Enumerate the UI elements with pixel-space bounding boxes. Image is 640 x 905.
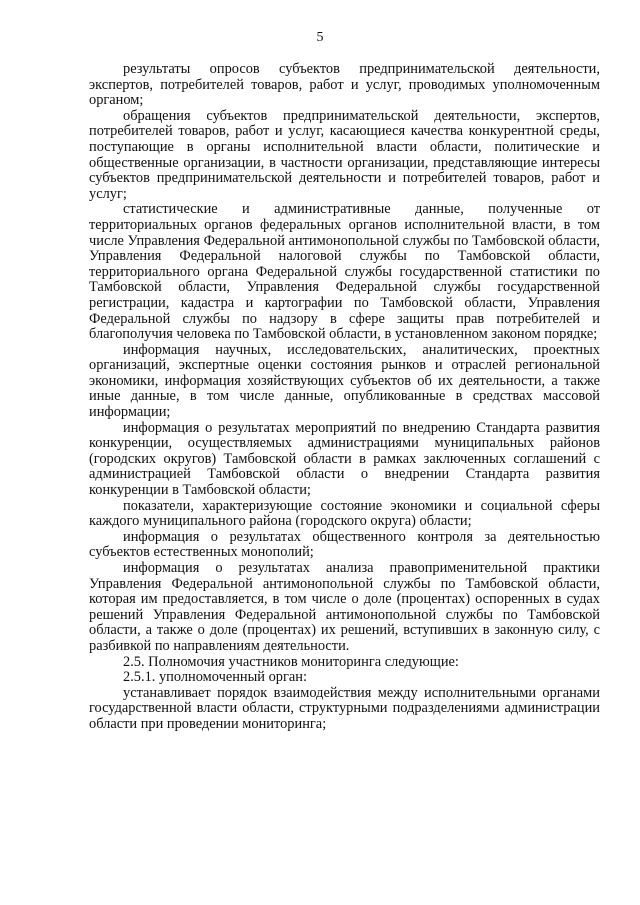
paragraph-scientific-info: информация научных, исследовательских, аналитических, проектных организаций, экспертные оценки состояния рынков и отраслей региональной экономики, информация хозяйствующих субъектов об их деятельности, а также иные данные, в том числе данные, опубликованные в средствах массовой информации;: [89, 341, 600, 421]
paragraph-appeals: обращения субъектов предпринимательской деятельности, экспертов, потребителей товаров, работ и услуг, касающиеся качества конкурентной среды, поступающие в органы исполнительной власти области, политические и общественные организации, в частности организации, представляющие интересы субъектов предпринимательской деятельности и потребителей товаров, работ и услуг;: [89, 107, 600, 202]
paragraph-law-enforcement-analysis: информация о результатах анализа правоприменительной практики Управления Федеральной антимонопольной службы по Тамбовской области, которая им предоставляется, в том числе о доле (процентах) оспоренных в судах решений Управления Федеральной антимонопольной службы по Тамбовской области, а также о доле (процентах) их решений, вступивших в законную силу, с разбивкой по направлениям деятельности.: [89, 560, 600, 654]
page-number: 5: [316, 30, 324, 45]
document-body: [89, 62, 600, 733]
section-heading-2-5: 2.5. Полномочия участников мониторинга следующие:: [123, 653, 459, 670]
paragraph-survey-results: результаты опросов субъектов предпринимательской деятельности, экспертов, потребителей товаров, работ и услуг, проводимых уполномоченным органом;: [89, 61, 600, 109]
paragraph-statistical-data: статистические и административные данные, полученные от территориальных органов федеральных органов исполнительной власти, в том числе Управления Федеральной антимонопольной службы по Тамбовской области, Управления Федеральной налоговой службы по Тамбовской области, территориального органа Федеральной службы государственной статистики по Тамбовской области, Управления Федеральной службы государственной регистрации, кадастра и картографии по Тамбовской области, Управления Федеральной службы по надзору в сфере защиты прав потребителей и благополучия человека по Тамбовской области, в установленном законом порядке;: [89, 201, 600, 343]
paragraph-indicators: показатели, характеризующие состояние экономики и социальной сферы каждого муниципального района (городского округа) области;: [89, 497, 600, 530]
paragraph-public-control: информация о результатах общественного контроля за деятельностью субъектов естественных монополий;: [89, 528, 600, 561]
paragraph-interaction-procedure: устанавливает порядок взаимодействия между исполнительными органами государственной власти области, структурными подразделениями администрации области при проведении мониторинга;: [89, 684, 600, 732]
paragraph-standard-implementation: информация о результатах мероприятий по внедрению Стандарта развития конкуренции, осуществляемых администрациями муниципальных районов (городских округов) Тамбовской области в рамках заключенных соглашений с администрацией Тамбовской области о внедрении Стандарта развития конкуренции в Тамбовской области;: [89, 419, 600, 499]
section-heading-2-5-1: 2.5.1. уполномоченный орган:: [123, 669, 307, 686]
